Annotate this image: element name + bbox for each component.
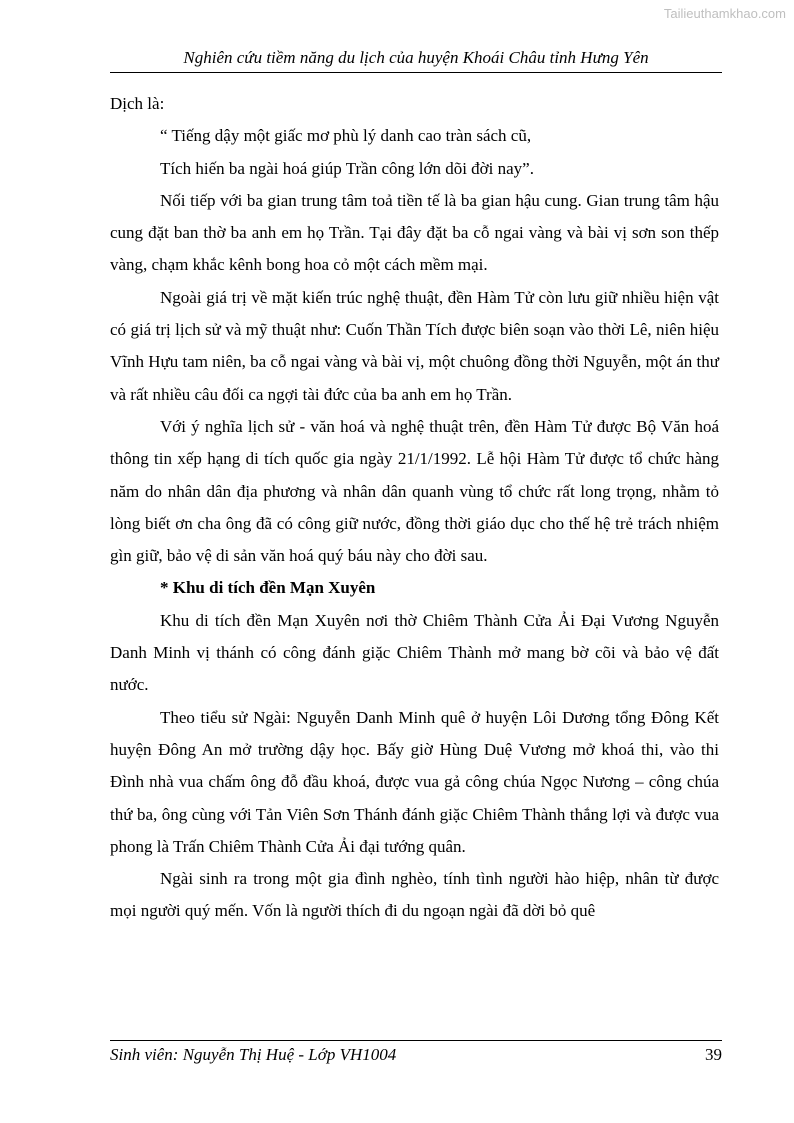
paragraph: Với ý nghĩa lịch sử - văn hoá và nghệ thuật trên, đền Hàm Tử được Bộ Văn hoá thông tin xếp hạng di tích quốc gia ngày 21/1/1992. Lễ hội Hàm Tử được tổ chức hàng năm do nhân dân địa phương và nhân dân quanh vùng tổ chức rất long trọng, nhằm tỏ lòng biết ơn cha ông đã có công giữ nước, đồng thời giáo dục cho thế hệ trẻ trách nhiệm gìn giữ, bảo vệ di sản văn hoá quý báu này cho đời sau.	[110, 416, 719, 566]
body-text	[110, 88, 719, 928]
verse-line: Tích hiến ba ngài hoá giúp Trần công lớn dõi đời nay”.	[160, 158, 534, 178]
paragraph: Theo tiểu sử Ngài: Nguyễn Danh Minh quê ở huyện Lôi Dương tổng Đông Kết huyện Đông An mở trường dậy học. Bấy giờ Hùng Duệ Vương mở khoá thi, vào thi Đình nhà vua chấm ông đỗ đầu khoá, được vua gả công chúa Ngọc Nương – công chúa thứ ba, ông cùng với Tản Viên Sơn Thánh đánh giặc Chiêm Thành thắng lợi và được vua phong là Trấn Chiêm Thành Cửa Ải đại tướng quân.	[110, 707, 719, 856]
paragraph: Khu di tích đền Mạn Xuyên nơi thờ Chiêm Thành Cửa Ải Đại Vương Nguyễn Danh Minh vị thánh có công đánh giặc Chiêm Thành mở mang bờ cõi và bảo vệ đất nước.	[110, 610, 719, 695]
verse-line: “ Tiếng dậy một giấc mơ phù lý danh cao tràn sách cũ,	[160, 126, 532, 146]
page-number: 39	[705, 1045, 722, 1064]
paragraph: Nối tiếp với ba gian trung tâm toả tiền tế là ba gian hậu cung. Gian trung tâm hậu cung đặt ban thờ ba anh em họ Trần. Tại đây đặt ba cỗ ngai vàng và bài vị sơn son thếp vàng, chạm khắc kênh bong hoa cỏ một cách mềm mại.	[110, 190, 719, 275]
header-title: Nghiên cứu tiềm năng du lịch của huyện Khoái Châu tỉnh Hưng Yên	[183, 48, 649, 67]
paragraph: Ngoài giá trị về mặt kiến trúc nghệ thuật, đền Hàm Tử còn lưu giữ nhiều hiện vật có giá trị lịch sử và mỹ thuật như: Cuốn Thần Tích được biên soạn vào thời Lê, niên hiệu Vĩnh Hựu tam niên, ba cỗ ngai vàng và bài vị, một chuông đồng thời Nguyễn, một án thư và rất nhiều câu đối ca ngợi tài đức của ba anh em họ Trần.	[110, 287, 719, 404]
paragraph: Dịch là:	[110, 94, 165, 113]
page-footer	[110, 1040, 722, 1065]
paragraph: Ngài sinh ra trong một gia đình nghèo, tính tình người hào hiệp, nhân từ được mọi người quý mến. Vốn là người thích đi du ngoạn ngài đã dời bỏ quê	[110, 869, 719, 921]
footer-student: Sinh viên: Nguyễn Thị Huệ - Lớp VH1004	[110, 1045, 397, 1064]
page-header	[110, 48, 722, 73]
section-heading: * Khu di tích đền Mạn Xuyên	[160, 578, 376, 598]
watermark: Tailieuthamkhao.com	[663, 6, 786, 21]
